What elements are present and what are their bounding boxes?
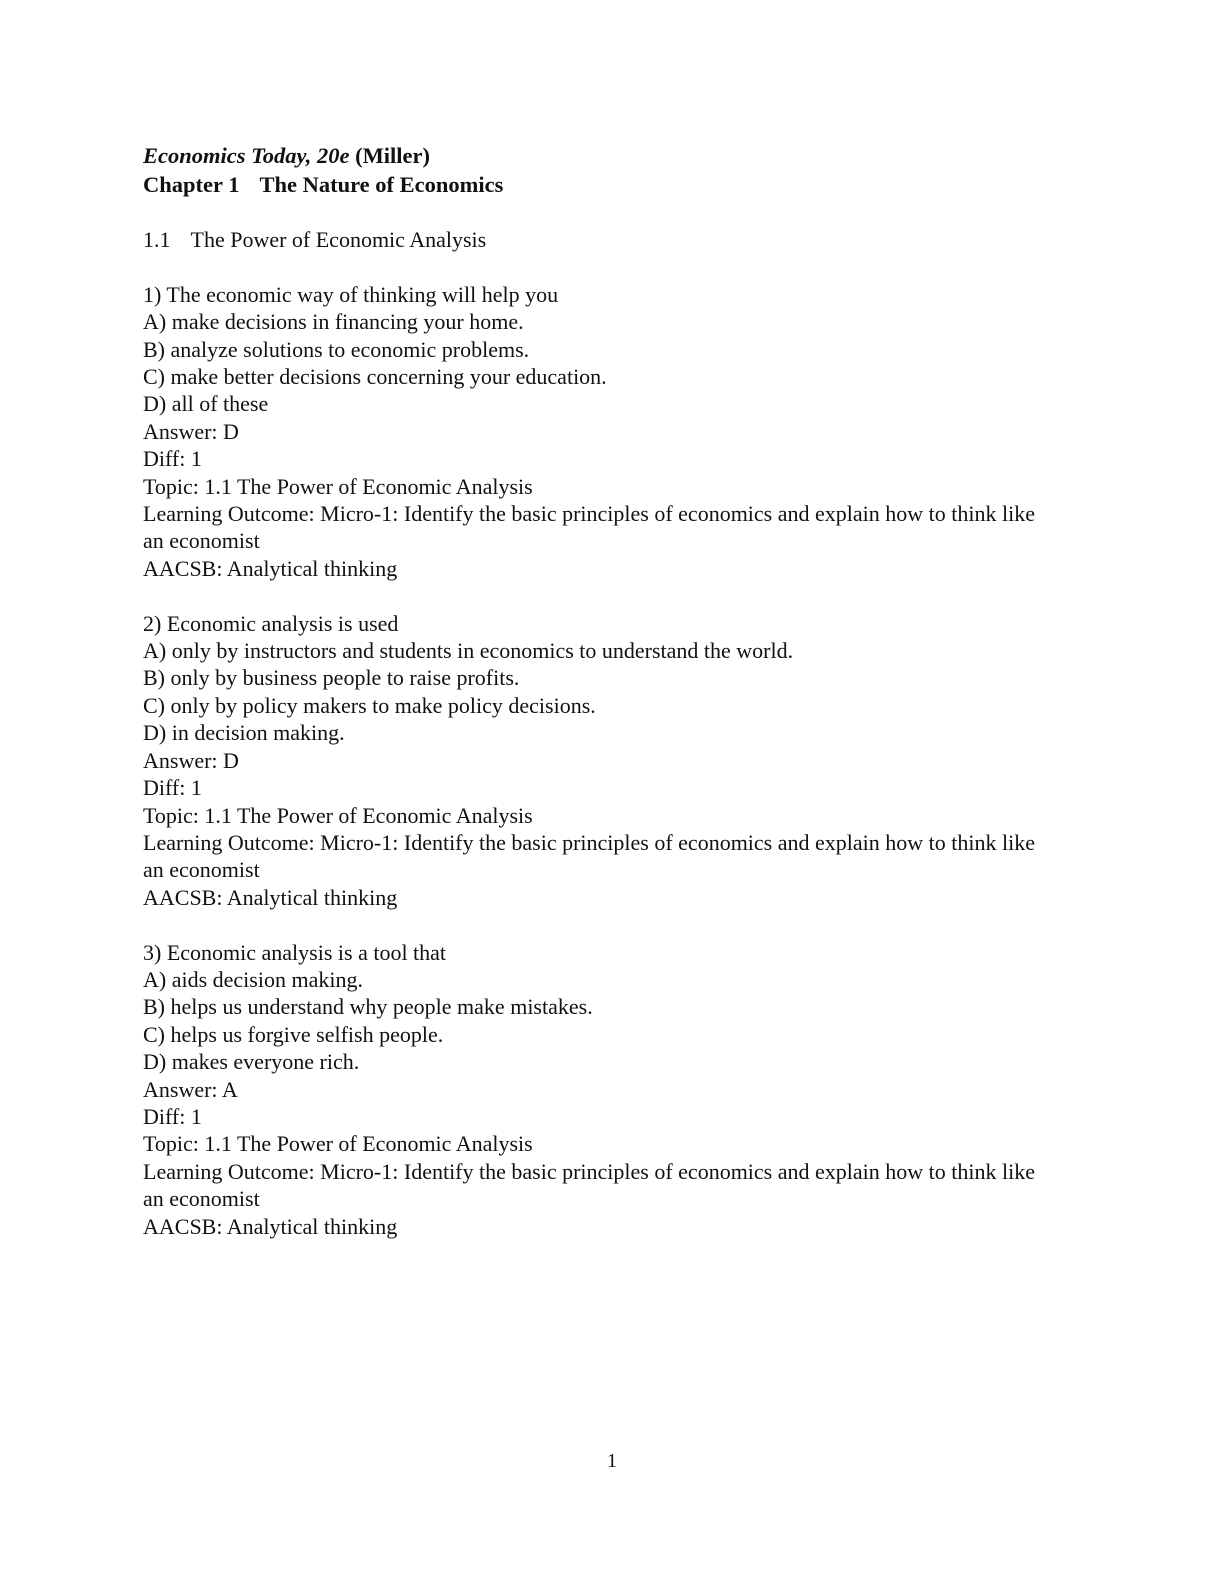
answer-option-b: B) analyze solutions to economic problems. xyxy=(143,336,530,362)
book-title: Economics Today, 20e xyxy=(143,143,350,168)
answer-option-c: C) only by policy makers to make policy decisions. xyxy=(143,692,596,718)
difficulty: Diff: 1 xyxy=(143,1103,202,1129)
question-1 xyxy=(143,281,1043,582)
question-3 xyxy=(143,939,1043,1240)
difficulty: Diff: 1 xyxy=(143,775,202,801)
question-stem: 2) Economic analysis is used xyxy=(143,610,399,636)
answer-option-a: A) only by instructors and students in economics to understand the world. xyxy=(143,638,794,664)
topic: Topic: 1.1 The Power of Economic Analysis xyxy=(143,1131,533,1157)
book-author: (Miller) xyxy=(355,143,431,168)
topic: Topic: 1.1 The Power of Economic Analysis xyxy=(143,473,533,499)
question-stem: 1) The economic way of thinking will help you xyxy=(143,281,559,307)
section-title: The Power of Economic Analysis xyxy=(190,227,487,252)
aacsb: AACSB: Analytical thinking xyxy=(143,1213,398,1239)
page-number: 1 xyxy=(607,1450,617,1472)
aacsb: AACSB: Analytical thinking xyxy=(143,555,398,581)
question-stem: 3) Economic analysis is a tool that xyxy=(143,939,447,965)
answer-option-d: D) makes everyone rich. xyxy=(143,1049,360,1075)
chapter-label: Chapter 1 xyxy=(143,172,240,197)
answer-option-d: D) all of these xyxy=(143,391,269,417)
question-2 xyxy=(143,610,1043,911)
answer-option-a: A) aids decision making. xyxy=(143,966,363,992)
answer-key: Answer: D xyxy=(143,418,239,444)
answer-option-c: C) make better decisions concerning your education. xyxy=(143,364,607,390)
learning-outcome: Learning Outcome: Micro-1: Identify the basic principles of economics and explain how to think like an economist xyxy=(143,501,1035,554)
answer-key: Answer: D xyxy=(143,747,239,773)
answer-option-b: B) helps us understand why people make mistakes. xyxy=(143,994,593,1020)
answer-option-c: C) helps us forgive selfish people. xyxy=(143,1021,444,1047)
section-heading xyxy=(143,226,1043,253)
answer-option-a: A) make decisions in financing your home. xyxy=(143,309,524,335)
learning-outcome: Learning Outcome: Micro-1: Identify the basic principles of economics and explain how to think like an economist xyxy=(143,829,1035,883)
chapter-title: The Nature of Economics xyxy=(259,172,504,197)
difficulty: Diff: 1 xyxy=(143,446,202,472)
aacsb: AACSB: Analytical thinking xyxy=(143,884,398,910)
book-title-line xyxy=(143,141,1043,170)
document-page xyxy=(143,141,1043,1240)
topic: Topic: 1.1 The Power of Economic Analysis xyxy=(143,802,533,828)
section-number: 1.1 xyxy=(143,227,171,252)
answer-option-b: B) only by business people to raise profits. xyxy=(143,665,520,691)
answer-key: Answer: A xyxy=(143,1076,238,1102)
learning-outcome: Learning Outcome: Micro-1: Identify the basic principles of economics and explain how to think like an economist xyxy=(143,1158,1035,1212)
chapter-title-line xyxy=(143,170,1043,199)
answer-option-d: D) in decision making. xyxy=(143,720,345,746)
